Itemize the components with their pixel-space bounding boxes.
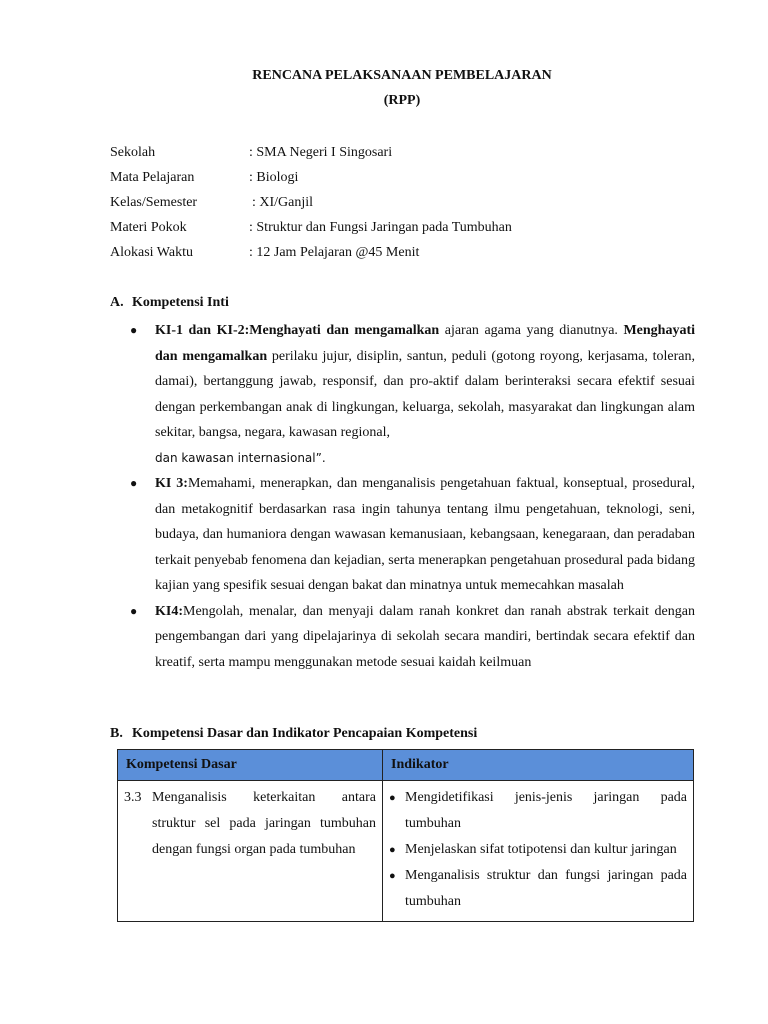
section-b-heading	[110, 726, 477, 742]
kd-text: Menganalisis keterkaitan antara struktur sel pada jaringan tumbuhan dengan fungsi organ pada tumbuhan	[152, 790, 376, 857]
bullet-icon: ●	[130, 323, 138, 337]
identity-label: Mata Pelajaran	[110, 170, 195, 185]
ki-list	[130, 318, 695, 675]
bullet-icon: ●	[130, 476, 138, 490]
section-title: Kompetensi Inti	[132, 295, 229, 310]
indicator-cell	[383, 781, 694, 922]
ki-bold: Menghayati dan mengamalkan	[155, 323, 695, 364]
identity-value: : XI/Ganjil	[252, 195, 314, 210]
bullet-icon: ●	[389, 844, 396, 856]
identity-row-alokasi	[110, 245, 710, 265]
ki-label: KI 3:	[155, 476, 188, 491]
indicator-text: Menganalisis struktur dan fungsi jaringan pada tumbuhan	[405, 868, 687, 909]
section-a-heading	[110, 295, 229, 311]
indicator-item	[389, 863, 687, 915]
kd-number: 3.3	[124, 790, 142, 805]
section-letter: A.	[110, 295, 124, 310]
kd-table	[117, 749, 694, 922]
identity-label: Alokasi Waktu	[110, 245, 193, 260]
bullet-icon: ●	[130, 603, 138, 618]
ki-label: KI-1 dan KI-2:	[155, 323, 250, 338]
bullet-icon: ●	[389, 870, 396, 882]
kd-cell	[118, 781, 383, 922]
indicator-text: Menjelaskan sifat totipotensi dan kultur jaringan	[405, 842, 677, 857]
ki-bold: Menghayati dan mengamalkan	[249, 323, 440, 338]
indicator-item	[389, 785, 687, 837]
identity-value: : Struktur dan Fungsi Jaringan pada Tumbuhan	[249, 220, 512, 235]
identity-label: Sekolah	[110, 145, 156, 160]
section-title: Kompetensi Dasar dan Indikator Pencapaian Kompetensi	[132, 726, 478, 741]
ki-text	[155, 471, 695, 599]
ki-body: Memahami, menerapkan, dan menganalisis pengetahuan faktual, konseptual, prosedural, dan metakognitif berdasarkan rasa ingin tahunya tentang ilmu pengetahuan, teknologi, seni, budaya, dan humaniora dengan wawasan kemanusiaan, kebangsaan, kenegaraan, dan peradaban terkait penyebab fenomena dan kejadian, serta menerapkan pengetahuan prosedural pada bidang kajian yang spesifik sesuai dengan bakat dan minatnya untuk memecahkan masalah	[155, 476, 696, 593]
document-title: RENCANA PELAKSANAAN PEMBELAJARAN	[252, 68, 552, 83]
column-header-kompetensi-dasar: Kompetensi Dasar	[118, 750, 383, 781]
indicator-text: Mengidetifikasi jenis-jenis jaringan pada tumbuhan	[405, 790, 687, 831]
kd-content	[124, 785, 376, 863]
bullet-icon: ●	[389, 792, 396, 804]
table-row	[118, 781, 694, 922]
indicator-item	[389, 837, 687, 863]
ki-text	[155, 599, 695, 676]
ki-body: ajaran agama yang dianutnya.	[439, 323, 624, 338]
list-item-ki-3	[130, 471, 695, 599]
identity-value: : SMA Negeri I Singosari	[249, 145, 393, 160]
identity-row-materi	[110, 220, 710, 240]
ki-label: KI4:	[155, 603, 183, 619]
ki-body: perilaku jujur, disiplin, santun, peduli (gotong royong, kerjasama, toleran, damai), bertanggung jawab, responsif, dan pro-aktif dalam berinteraksi secara efektif sesuai dengan perkembangan anak di lingkungan, keluarga, sekolah, masyarakat dan lingkungan alam sekitar, bangsa, negara, kawasan regional,	[155, 348, 695, 440]
identity-row-kelas	[110, 195, 710, 215]
ki-body: Mengolah, menalar, dan menyaji dalam ranah konkret dan ranah abstrak terkait dengan pengembangan dari yang dipelajarinya di sekolah secara mandiri, bertindak secara efektif dan kreatif, serta mampu menggunakan metode sesuai kaidah keilmuan	[155, 603, 695, 670]
ki-text	[155, 318, 695, 471]
identity-label: Materi Pokok	[110, 220, 187, 235]
identity-row-sekolah	[110, 145, 710, 165]
identity-label: Kelas/Semester	[110, 195, 198, 210]
identity-row-mapel	[110, 170, 710, 190]
list-item-ki-4	[130, 599, 695, 676]
section-letter: B.	[110, 726, 123, 741]
document-subtitle: (RPP)	[383, 93, 421, 108]
table-header-row	[118, 750, 694, 781]
ki-tail: dan kawasan internasional”.	[155, 450, 326, 465]
indicator-list	[389, 785, 687, 915]
identity-value: : Biologi	[249, 170, 299, 185]
column-header-indikator: Indikator	[383, 750, 694, 781]
list-item-ki-1-2	[130, 318, 695, 471]
identity-value: : 12 Jam Pelajaran @45 Menit	[249, 245, 420, 260]
